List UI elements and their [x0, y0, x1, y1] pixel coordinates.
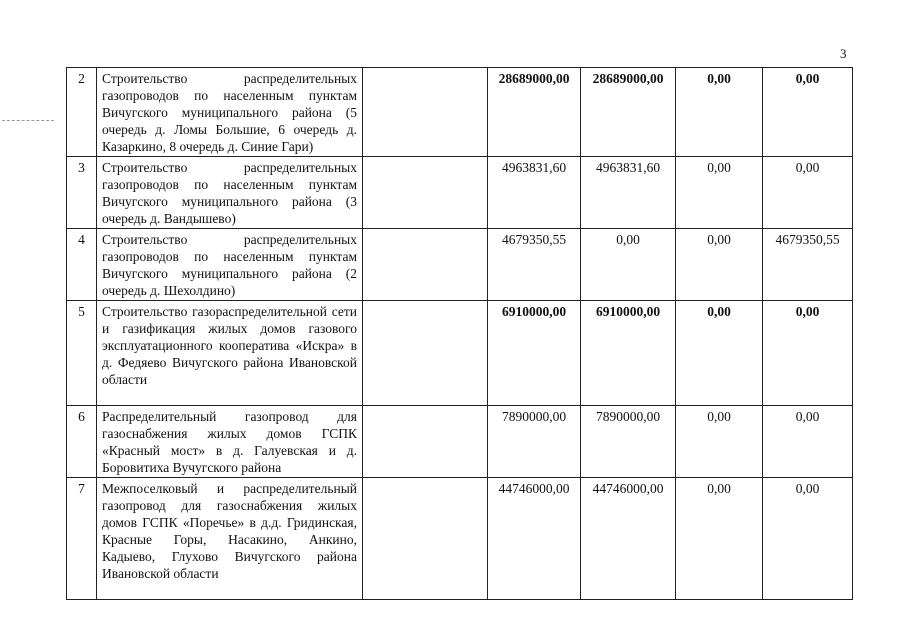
row-number: 6	[67, 406, 97, 478]
budget-table	[66, 67, 853, 600]
row-empty-cell	[363, 68, 488, 157]
row-col4-value: 0,00	[763, 478, 853, 600]
row-col2-value: 7890000,00	[581, 406, 676, 478]
row-col2-value: 0,00	[581, 229, 676, 301]
margin-scan-mark	[2, 120, 54, 121]
row-col3-value: 0,00	[676, 157, 763, 229]
row-col2-value: 6910000,00	[581, 301, 676, 406]
row-col3-value: 0,00	[676, 301, 763, 406]
row-empty-cell	[363, 157, 488, 229]
row-col2-value: 4963831,60	[581, 157, 676, 229]
row-col3-value: 0,00	[676, 229, 763, 301]
table-row	[67, 478, 853, 600]
row-col4-value: 4679350,55	[763, 229, 853, 301]
page-number: 3	[840, 46, 847, 61]
row-number: 7	[67, 478, 97, 600]
row-description: Распределительный газопровод для газоснабжения жилых домов ГСПК «Красный мост» в д. Галуевская и д. Боровитиха Вучугского района	[97, 406, 363, 478]
row-number: 4	[67, 229, 97, 301]
table-row	[67, 68, 853, 157]
row-col3-value: 0,00	[676, 478, 763, 600]
row-col4-value: 0,00	[763, 406, 853, 478]
row-total-value: 44746000,00	[488, 478, 581, 600]
table-row	[67, 301, 853, 406]
row-number: 2	[67, 68, 97, 157]
row-number: 3	[67, 157, 97, 229]
row-col3-value: 0,00	[676, 406, 763, 478]
row-total-value: 6910000,00	[488, 301, 581, 406]
row-col2-value: 28689000,00	[581, 68, 676, 157]
row-total-value: 4679350,55	[488, 229, 581, 301]
row-number: 5	[67, 301, 97, 406]
row-total-value: 28689000,00	[488, 68, 581, 157]
table-row	[67, 406, 853, 478]
row-empty-cell	[363, 478, 488, 600]
row-description: Строительство распределительных газопроводов по населенным пунктам Вичугского муниципального района (3 очередь д. Вандышево)	[97, 157, 363, 229]
row-col3-value: 0,00	[676, 68, 763, 157]
row-description: Межпоселковый и распределительный газопровод для газоснабжения жилых домов ГСПК «Поречье» в д.д. Гридинская, Красные Горы, Насакино, Анкино, Кадыево, Глухово Вичугского района Ивановской области	[97, 478, 363, 600]
row-col4-value: 0,00	[763, 157, 853, 229]
table-row	[67, 157, 853, 229]
row-empty-cell	[363, 406, 488, 478]
row-empty-cell	[363, 301, 488, 406]
row-col2-value: 44746000,00	[581, 478, 676, 600]
row-description: Строительство распределительных газопроводов по населенным пунктам Вичугского муниципального района (5 очередь д. Ломы Большие, 6 очередь д. Казаркино, 8 очередь д. Синие Гари)	[97, 68, 363, 157]
row-description: Строительство газораспределительной сети и газификация жилых домов газового эксплуатационного кооператива «Искра» в д. Федяево Вичугского района Ивановской области	[97, 301, 363, 406]
row-description: Строительство распределительных газопроводов по населенным пунктам Вичугского муниципального района (2 очередь д. Шехолдино)	[97, 229, 363, 301]
row-col4-value: 0,00	[763, 301, 853, 406]
row-col4-value: 0,00	[763, 68, 853, 157]
row-empty-cell	[363, 229, 488, 301]
row-total-value: 7890000,00	[488, 406, 581, 478]
row-total-value: 4963831,60	[488, 157, 581, 229]
table-row	[67, 229, 853, 301]
